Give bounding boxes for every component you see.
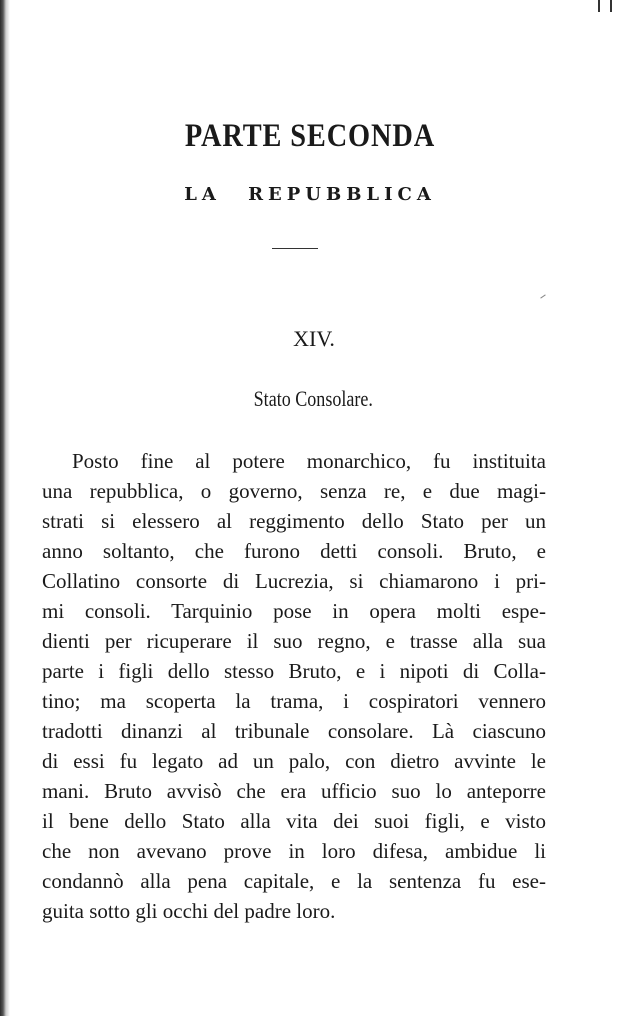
body-line: mani. Bruto avvisò che era ufficio suo lo anteporre <box>42 779 546 803</box>
body-line: di essi fu legato ad un palo, con dietro avvinte le <box>42 749 546 773</box>
body-line: parte i figli dello stesso Bruto, e i nipoti di Colla- <box>42 659 546 683</box>
body-line: anno soltanto, che furono detti consoli. Bruto, e <box>42 539 546 563</box>
body-line: una repubblica, o governo, senza re, e due magi- <box>42 479 546 503</box>
chapter-title: Stato Consolare. <box>253 386 373 411</box>
body-line: condannò alla pena capitale, e la sentenza fu ese- <box>42 869 546 893</box>
paper-speck <box>540 294 545 298</box>
body-line: che non avevano prove in loro difesa, ambidue li <box>42 839 546 863</box>
page-binding-edge <box>0 0 10 1016</box>
body-line: guita sotto gli occhi del padre loro. <box>42 899 336 923</box>
body-line: Posto fine al potere monarchico, fu instituita <box>72 449 546 473</box>
corner-scan-mark <box>598 0 612 12</box>
body-line: tino; ma scoperta la trama, i cospiratori vennero <box>42 689 546 713</box>
body-line: il bene dello Stato alla vita dei suoi figli, e visto <box>42 809 546 833</box>
section-divider <box>272 248 318 249</box>
body-line: mi consoli. Tarquinio pose in opera molti espe- <box>42 599 546 623</box>
body-line: Collatino consorte di Lucrezia, si chiamarono i pri- <box>42 569 546 593</box>
part-subtitle: LA REPUBBLICA <box>184 184 436 205</box>
body-line: tradotti dinanzi al tribunale consolare. Là ciascuno <box>42 719 546 743</box>
part-title: PARTE SECONDA <box>184 118 436 154</box>
body-line: strati si elessero al reggimento dello Stato per un <box>42 509 546 533</box>
body-text <box>42 446 546 926</box>
body-line: dienti per ricuperare il suo regno, e trasse alla sua <box>42 629 546 653</box>
chapter-number: XIV. <box>293 326 335 351</box>
